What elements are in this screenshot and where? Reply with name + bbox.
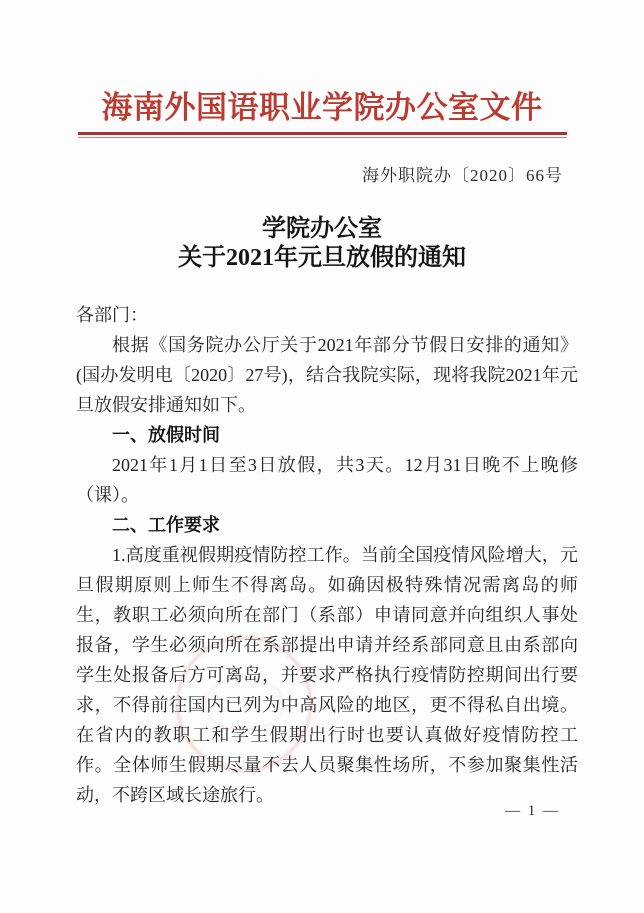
- document-body: [76, 300, 578, 810]
- notice-title-line-2: 关于2021年元旦放假的通知: [178, 245, 466, 271]
- notice-title: [0, 215, 644, 273]
- red-divider-thick-line: [78, 132, 567, 135]
- section-2-heading: 二、工作要求: [112, 515, 220, 535]
- red-divider: [78, 132, 567, 138]
- red-header-title: 海南外国语职业学院办公室文件: [101, 90, 543, 125]
- salutation: 各部门：: [76, 305, 148, 325]
- section-1-heading: 一、放假时间: [112, 425, 220, 445]
- red-divider-thin-line: [78, 137, 567, 138]
- section-2-text: 1.高度重视假期疫情防控工作。当前全国疫情风险增大，元旦假期原则上师生不得离岛。如确因极特殊情况需离岛的师生，教职工必须向所在部门（系部）申请同意并向组织人事处报备，学生必须向所在系部提出申请并经系部同意且由系部向学生处报备后方可离岛，并要求严格执行疫情防控期间出行要求，不得前往国内已列为中高风险的地区，更不得私自出境。在省内的教职工和学生假期出行时也要认真做好疫情防控工作。全体师生假期尽量不去人员聚集性场所，不参加聚集性活动，不跨区域长途旅行。: [76, 545, 578, 805]
- doc-number: 海外职院办〔2020〕66号: [362, 166, 563, 185]
- page-number: — 1 —: [505, 803, 560, 819]
- intro-paragraph: 根据《国务院办公厅关于2021年部分节假日安排的通知》(国办发明电〔2020〕27号)，结合我院实际，现将我院2021年元旦放假安排通知如下。: [76, 335, 578, 415]
- notice-title-line-1: 学院办公室: [262, 216, 382, 242]
- section-1-text: 2021年1月1日至3日放假，共3天。12月31日晚不上晚修（课）。: [76, 455, 578, 505]
